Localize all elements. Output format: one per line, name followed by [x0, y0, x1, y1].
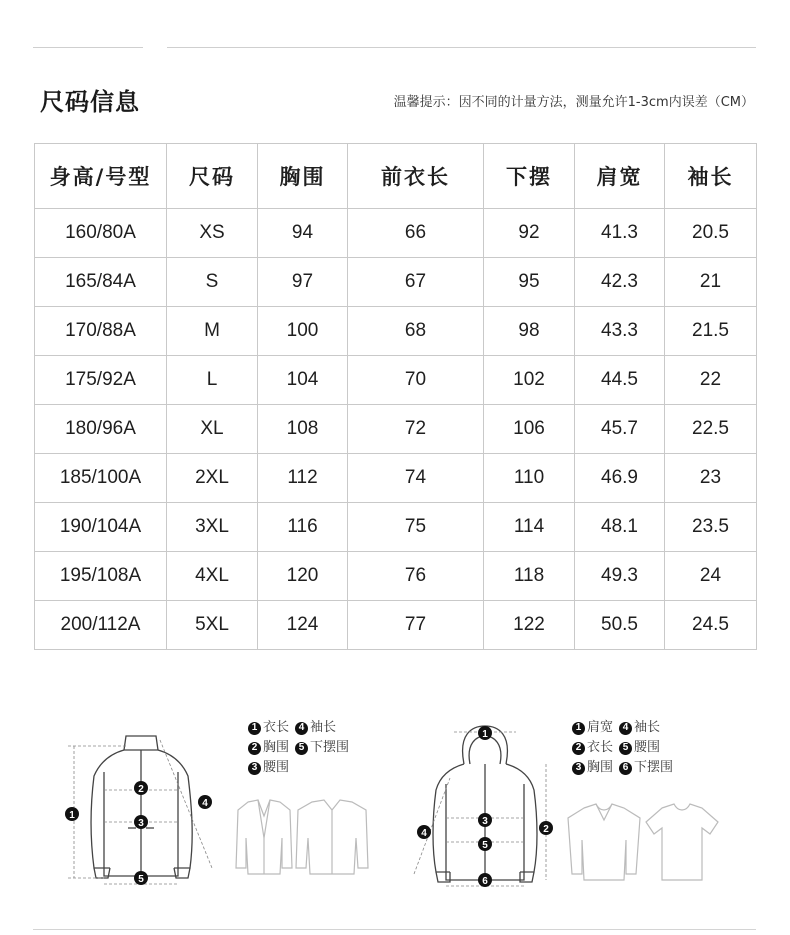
number-badge-icon: 5	[295, 742, 308, 755]
cell: 165/84A	[35, 258, 167, 307]
svg-text:1: 1	[482, 729, 488, 740]
legend-item: 1 肩宽	[572, 718, 613, 738]
number-badge-icon: 1	[248, 722, 261, 735]
cell: 94	[258, 209, 348, 258]
legend-right	[572, 718, 673, 778]
legend-row	[248, 758, 349, 778]
cell: 22	[665, 356, 757, 405]
cell: 114	[484, 503, 575, 552]
cell: 5XL	[167, 601, 258, 650]
cell: 106	[484, 405, 575, 454]
cell: 116	[258, 503, 348, 552]
cell: 67	[348, 258, 484, 307]
cell: 70	[348, 356, 484, 405]
svg-text:2: 2	[543, 824, 549, 835]
page-title: 尺码信息	[40, 88, 140, 116]
header-shoulder: 肩宽	[575, 144, 665, 209]
marker-6-icon	[478, 873, 492, 887]
table-header-row	[35, 144, 757, 209]
cell: 102	[484, 356, 575, 405]
cell: 68	[348, 307, 484, 356]
cell: 24.5	[665, 601, 757, 650]
measurement-tip: 温馨提示：因不同的计量方法，测量允许1-3cm内误差（CM）	[393, 95, 754, 110]
cell: 3XL	[167, 503, 258, 552]
legend-item: 6 下摆围	[619, 758, 673, 778]
svg-text:4: 4	[202, 798, 208, 809]
svg-text:6: 6	[482, 876, 488, 887]
cell: 118	[484, 552, 575, 601]
cell: L	[167, 356, 258, 405]
marker-3-icon	[134, 815, 148, 829]
cell: 122	[484, 601, 575, 650]
number-badge-icon: 3	[572, 762, 585, 775]
legend-item: 3 胸围	[572, 758, 613, 778]
number-badge-icon: 2	[248, 742, 261, 755]
cell: 49.3	[575, 552, 665, 601]
cell: 77	[348, 601, 484, 650]
marker-3-icon	[478, 813, 492, 827]
legend-item: 2 胸围	[248, 738, 289, 758]
cell: 43.3	[575, 307, 665, 356]
svg-text:5: 5	[138, 874, 144, 885]
svg-text:1: 1	[69, 810, 75, 821]
cell: 50.5	[575, 601, 665, 650]
table-row	[35, 209, 757, 258]
marker-4-icon	[198, 795, 212, 809]
marker-2-icon	[539, 821, 553, 835]
legend-item: 1 衣长	[248, 718, 289, 738]
cell: 124	[258, 601, 348, 650]
cell: 175/92A	[35, 356, 167, 405]
cell: 66	[348, 209, 484, 258]
sweater-and-tshirt-icons	[566, 800, 726, 882]
cell: 42.3	[575, 258, 665, 307]
header-size: 尺码	[167, 144, 258, 209]
hoodie-measurement-illustration	[410, 724, 560, 892]
cell: 41.3	[575, 209, 665, 258]
cell: 200/112A	[35, 601, 167, 650]
cell: 110	[484, 454, 575, 503]
cell: 95	[484, 258, 575, 307]
number-badge-icon: 6	[619, 762, 632, 775]
cell: 75	[348, 503, 484, 552]
header-height-type: 身高/号型	[35, 144, 167, 209]
blazer-and-shirt-icons	[234, 798, 374, 878]
table-row	[35, 552, 757, 601]
cell: 45.7	[575, 405, 665, 454]
cell: 108	[258, 405, 348, 454]
marker-5-icon	[134, 871, 148, 885]
table-row	[35, 405, 757, 454]
cell: 92	[484, 209, 575, 258]
marker-5-icon	[478, 837, 492, 851]
number-badge-icon: 1	[572, 722, 585, 735]
header-sleeve: 袖长	[665, 144, 757, 209]
cell: 21.5	[665, 307, 757, 356]
cell: 190/104A	[35, 503, 167, 552]
header-front-length: 前衣长	[348, 144, 484, 209]
marker-1-icon	[478, 726, 492, 740]
legend-item: 5 腰围	[619, 738, 660, 758]
header-hem: 下摆	[484, 144, 575, 209]
cell: 48.1	[575, 503, 665, 552]
legend-left	[248, 718, 349, 778]
cell: 74	[348, 454, 484, 503]
jacket-measurement-illustration	[60, 728, 225, 890]
svg-text:2: 2	[138, 784, 144, 795]
cell: 2XL	[167, 454, 258, 503]
number-badge-icon: 2	[572, 742, 585, 755]
legend-item: 3 腰围	[248, 758, 289, 778]
table-row	[35, 258, 757, 307]
legend-row	[248, 718, 349, 738]
svg-text:5: 5	[482, 840, 488, 851]
cell: XS	[167, 209, 258, 258]
marker-2-icon	[134, 781, 148, 795]
cell: 23.5	[665, 503, 757, 552]
number-badge-icon: 4	[619, 722, 632, 735]
cell: 21	[665, 258, 757, 307]
cell: 22.5	[665, 405, 757, 454]
bottom-divider	[33, 929, 756, 930]
cell: 195/108A	[35, 552, 167, 601]
cell: 23	[665, 454, 757, 503]
table-row	[35, 454, 757, 503]
table-row	[35, 356, 757, 405]
number-badge-icon: 3	[248, 762, 261, 775]
size-table	[34, 143, 757, 650]
svg-text:3: 3	[482, 816, 488, 827]
legend-item: 5 下摆围	[295, 738, 349, 758]
cell: 185/100A	[35, 454, 167, 503]
cell: M	[167, 307, 258, 356]
top-divider-left	[33, 47, 143, 48]
cell: 44.5	[575, 356, 665, 405]
cell: 100	[258, 307, 348, 356]
table-row	[35, 601, 757, 650]
svg-text:4: 4	[421, 828, 427, 839]
cell: XL	[167, 405, 258, 454]
svg-text:3: 3	[138, 818, 144, 829]
legend-row	[572, 718, 673, 738]
number-badge-icon: 5	[619, 742, 632, 755]
cell: 104	[258, 356, 348, 405]
cell: 120	[258, 552, 348, 601]
header-chest: 胸围	[258, 144, 348, 209]
top-divider-right	[167, 47, 756, 48]
cell: 76	[348, 552, 484, 601]
cell: 97	[258, 258, 348, 307]
legend-item: 4 袖长	[619, 718, 660, 738]
cell: 72	[348, 405, 484, 454]
cell: 180/96A	[35, 405, 167, 454]
number-badge-icon: 4	[295, 722, 308, 735]
cell: 46.9	[575, 454, 665, 503]
legend-row	[572, 758, 673, 778]
cell: S	[167, 258, 258, 307]
marker-4-icon	[417, 825, 431, 839]
legend-row	[248, 738, 349, 758]
table-row	[35, 503, 757, 552]
cell: 170/88A	[35, 307, 167, 356]
cell: 24	[665, 552, 757, 601]
cell: 20.5	[665, 209, 757, 258]
cell: 160/80A	[35, 209, 167, 258]
cell: 112	[258, 454, 348, 503]
table-row	[35, 307, 757, 356]
marker-1-icon	[65, 807, 79, 821]
cell: 4XL	[167, 552, 258, 601]
legend-item: 4 袖长	[295, 718, 336, 738]
cell: 98	[484, 307, 575, 356]
legend-row	[572, 738, 673, 758]
legend-item: 2 衣长	[572, 738, 613, 758]
